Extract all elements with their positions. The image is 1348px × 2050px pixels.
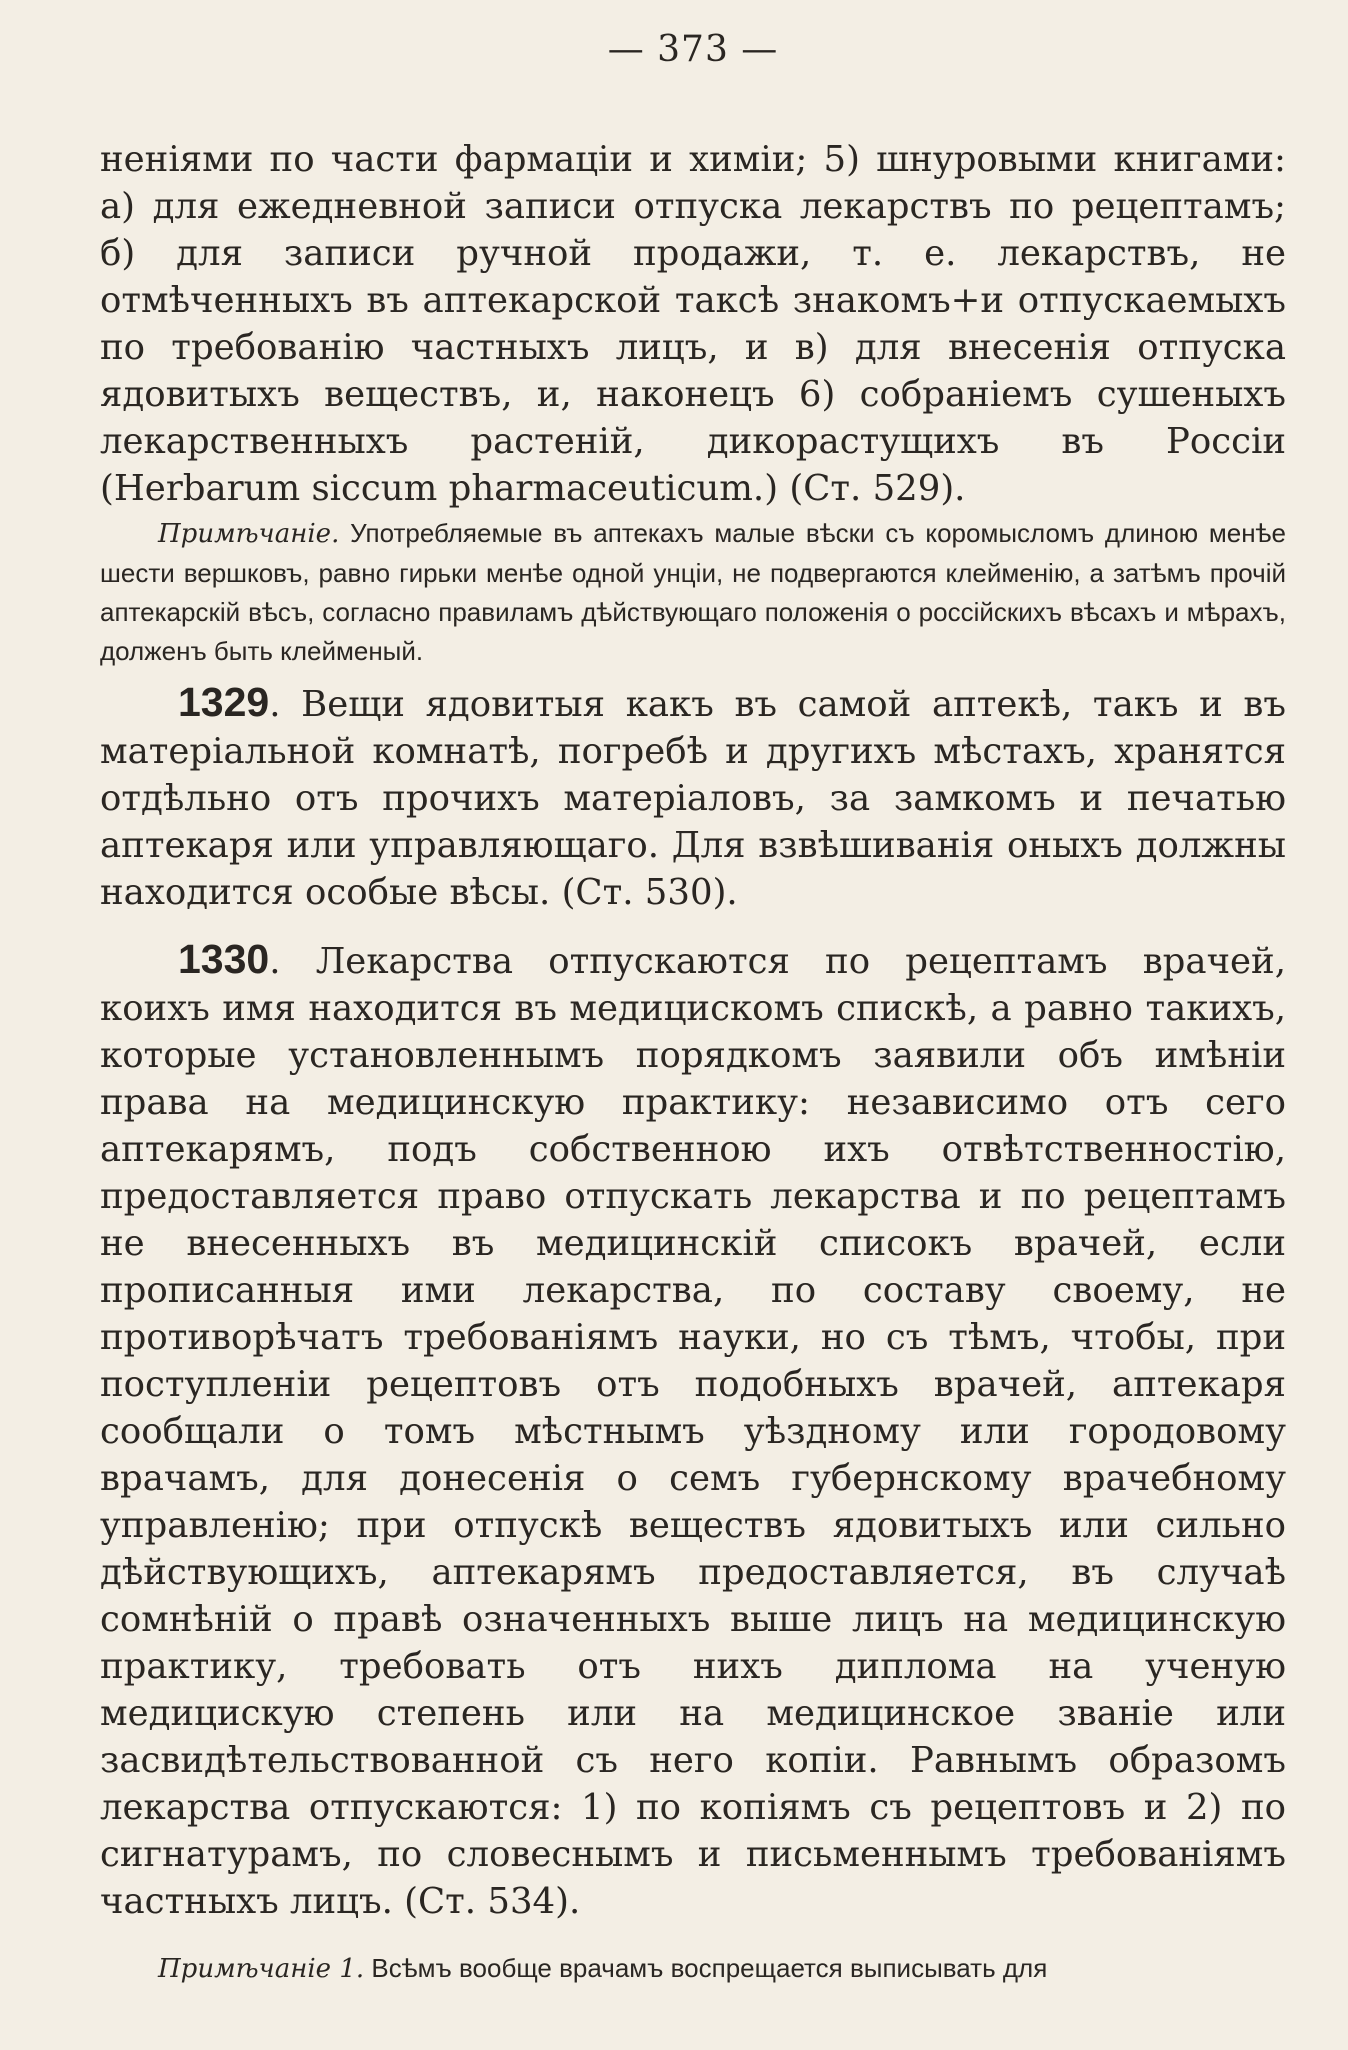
article-text: . Вещи ядовитыя какъ въ самой аптекѣ, такъ и въ матеріальной комнатѣ, погребѣ и другихъ мѣстахъ, хранятся отдѣльно отъ прочихъ матеріаловъ, за замкомъ и печатью аптекаря или управляющаго. Для взвѣшиванія оныхъ должны находится особые вѣсы. (Ст. 530). [100, 684, 1286, 913]
article-number: 1330 [178, 936, 270, 982]
document-page [100, 20, 1286, 2030]
article-1329 [100, 679, 1286, 916]
article-text: . Лекарства отпускаются по рецептамъ врачей, коихъ имя находится въ медицискомъ спискѣ, а равно такихъ, которые установленнымъ порядкомъ заявили объ имѣніи права на медицинскую практику: независимо отъ сего аптекарямъ, подъ собственною ихъ отвѣтственностію, предоставляется право отпускать лекарства и по рецептамъ не внесенныхъ въ медицинскій списокъ врачей, если прописанныя ими лекарства, по составу своему, не противорѣчатъ требованіямъ науки, но съ тѣмъ, чтобы, при поступленіи рецептовъ отъ подобныхъ врачей, аптекаря сообщали о томъ мѣстнымъ уѣздному или городовому врачамъ, для донесенія о семъ губернскому врачебному управленію; при отпускѣ веществъ ядовитыхъ или сильно дѣйствующихъ, аптекарямъ предоставляется, въ случаѣ сомнѣній о правѣ означенныхъ выше лицъ на медицинскую практику, требовать отъ нихъ диплома на ученую медицискую степень или на медицинское званіе или засвидѣтельствованной съ него копіи. Равнымъ образомъ лекарства отпускаются: 1) по копіямъ съ рецептовъ и 2) по сигнатурамъ, по словеснымъ и письменнымъ требованіямъ частныхъ лицъ. (Ст. 534). [100, 941, 1286, 1922]
note-text: Всѣмъ вообще врачамъ воспрещается выписывать для [371, 1953, 1048, 1983]
note-label: Примѣчаніе. [158, 519, 340, 549]
note-text: Употребляемые въ аптекахъ малые вѣски съ коромысломъ длиною менѣе шести вершковъ, равно гирьки менѣе одной унціи, не подвергаются клейменію, а затѣмъ прочій аптекарскій вѣсъ, согласно правиламъ дѣйствующаго положенія о россійскихъ вѣсахъ и мѣрахъ, долженъ быть клейменый. [100, 518, 1286, 666]
article-number: 1329 [178, 679, 270, 725]
continuation-paragraph: неніями по части фармаціи и химіи; 5) шнуровыми книгами: а) для ежедневной записи отпуска лекарствъ по рецептамъ; б) для записи ручной продажи, т. е. лекарствъ, не отмѣченныхъ въ аптекарской таксѣ знакомъ+и отпускаемыхъ по требованію частныхъ лицъ, и в) для внесенія отпуска ядовитыхъ веществъ, и, наконецъ 6) собраніемъ сушеныхъ лекарственныхъ растеній, дикорастущихъ въ Россіи (Herbarum siccum pharmaceuticum.) (Ст. 529). [100, 139, 1286, 509]
note-label: Примѣчаніе 1. [158, 1954, 365, 1984]
article-1330 [100, 936, 1286, 1925]
final-note-paragraph [100, 1949, 1286, 1989]
page-number: — 373 — [607, 29, 779, 70]
note-paragraph [100, 514, 1286, 671]
